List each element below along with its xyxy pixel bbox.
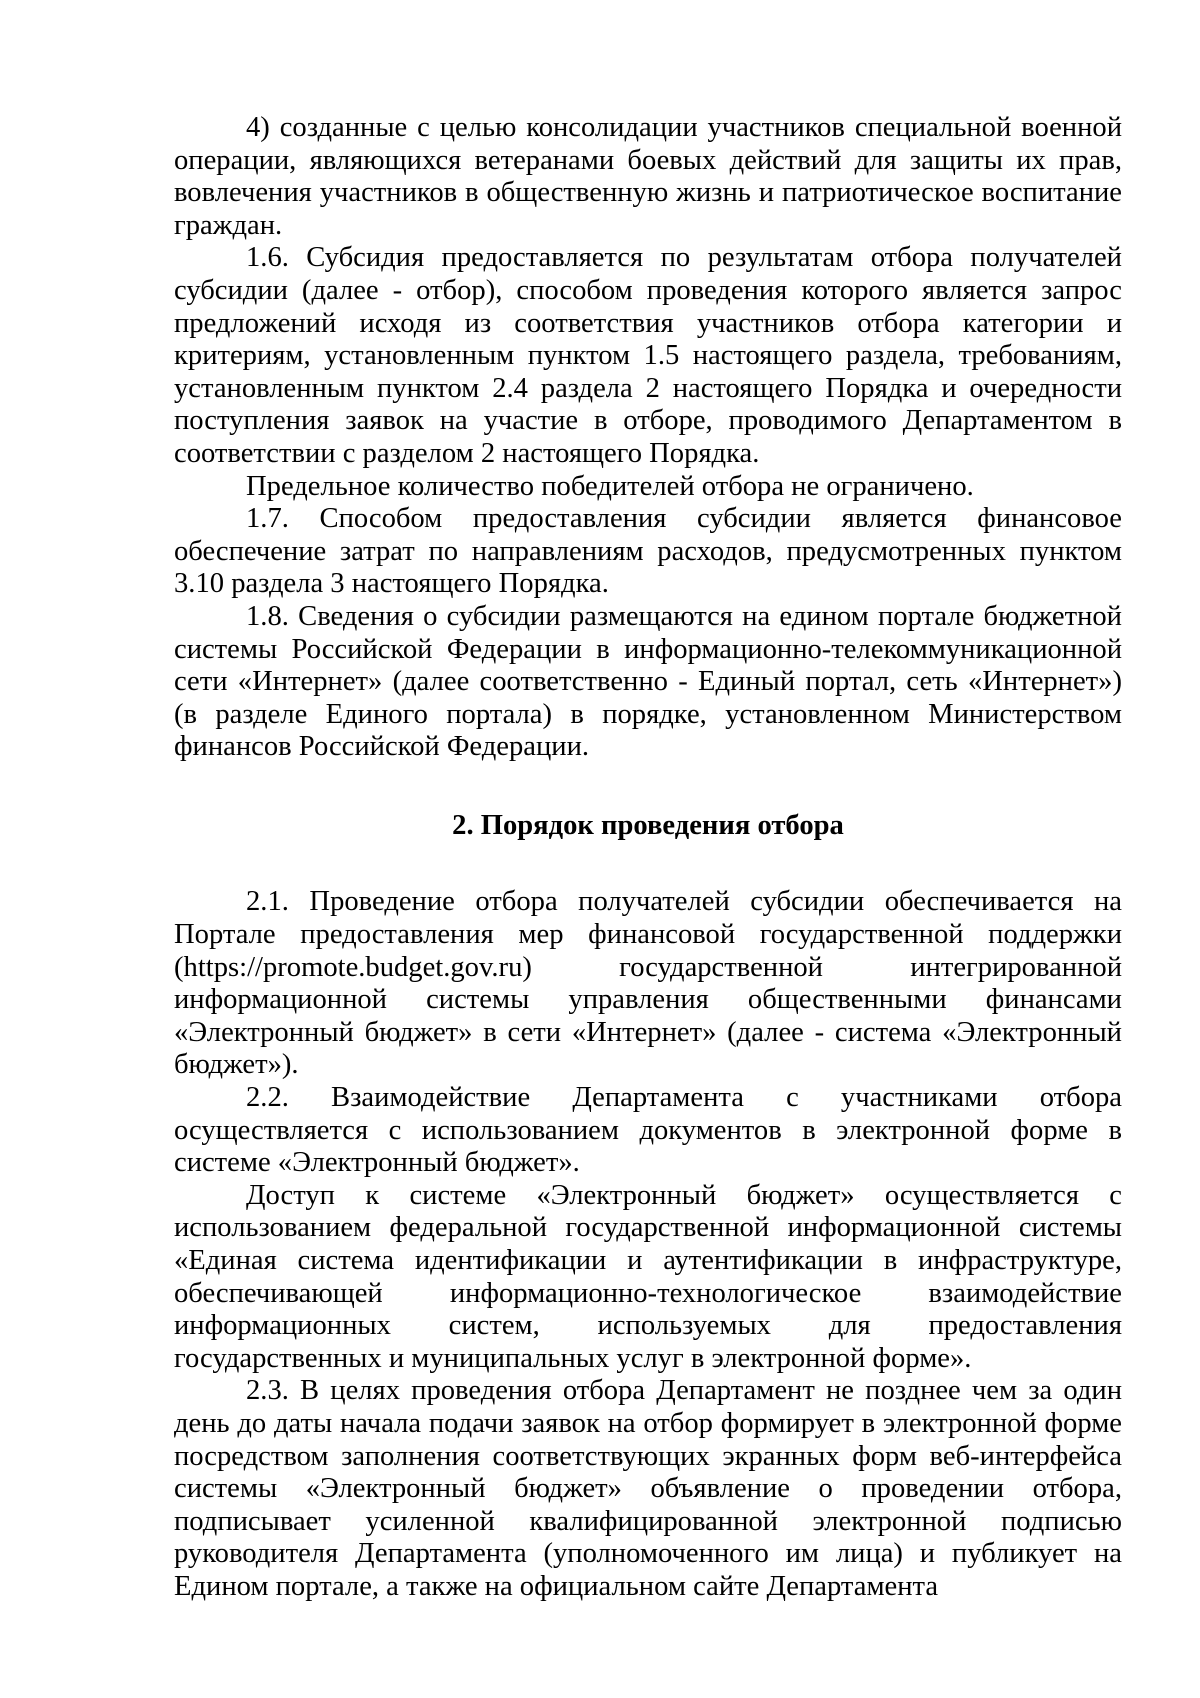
paragraph-2-2: 2.2. Взаимодействие Департамента с участниками отбора осуществляется с использованием документов в электронной форме в системе «Электронный бюджет».	[174, 1082, 1122, 1179]
paragraph-2-1: 2.1. Проведение отбора получателей субсидии обеспечивается на Портале предоставления мер финансовой государственной поддержки (https://promote.budget.gov.ru) государственной интегрированной информационной системы управления общественными финансами «Электронный бюджет» в сети «Интернет» (далее - система «Электронный бюджет»).	[174, 886, 1122, 1081]
section-heading: 2. Порядок проведения отбора	[452, 809, 844, 841]
paragraph-1-8: 1.8. Сведения о субсидии размещаются на едином портале бюджетной системы Российской Федерации в информационно-телекоммуникационной сети «Интернет» (далее соответственно - Единый портал, сеть «Интернет») (в разделе Единого портала) в порядке, установленном Министерством финансов Российской Федерации.	[174, 600, 1122, 763]
document-body	[174, 112, 1122, 1604]
paragraph-winners-limit: Предельное количество победителей отбора не ограничено.	[246, 470, 974, 502]
paragraph-access: Доступ к системе «Электронный бюджет» осуществляется с использованием федеральной государственной информационной системы «Единая система идентификации и аутентификации в инфраструктуре, обеспечивающей информационно-технологическое взаимодействие информационных систем, используемых для предоставления государственных и муниципальных услуг в электронной форме».	[174, 1179, 1122, 1374]
paragraph-item-4: 4) созданные с целью консолидации участников специальной военной операции, являющихся ветеранами боевых действий для защиты их прав, вовлечения участников в общественную жизнь и патриотическое воспитание граждан.	[174, 112, 1122, 241]
paragraph-1-7: 1.7. Способом предоставления субсидии является финансовое обеспечение затрат по направлениям расходов, предусмотренных пунктом 3.10 раздела 3 настоящего Порядка.	[174, 503, 1122, 600]
paragraph-2-3: 2.3. В целях проведения отбора Департамент не позднее чем за один день до даты начала подачи заявок на отбор формирует в электронной форме посредством заполнения соответствующих экранных форм веб-интерфейса системы «Электронный бюджет» объявление о проведении отбора, подписывает усиленной квалифицированной электронной подписью руководителя Департамента (уполномоченного им лица) и публикует на Едином портале, а также на официальном сайте Департамента	[174, 1375, 1122, 1602]
paragraph-1-6: 1.6. Субсидия предоставляется по результатам отбора получателей субсидии (далее - отбор), способом проведения которого является запрос предложений исходя из соответствия участников отбора категории и критериям, установленным пунктом 1.5 настоящего раздела, требованиям, установленным пунктом 2.4 раздела 2 настоящего Порядка и очередности поступления заявок на участие в отборе, проводимого Департаментом в соответствии с разделом 2 настоящего Порядка.	[174, 242, 1122, 469]
